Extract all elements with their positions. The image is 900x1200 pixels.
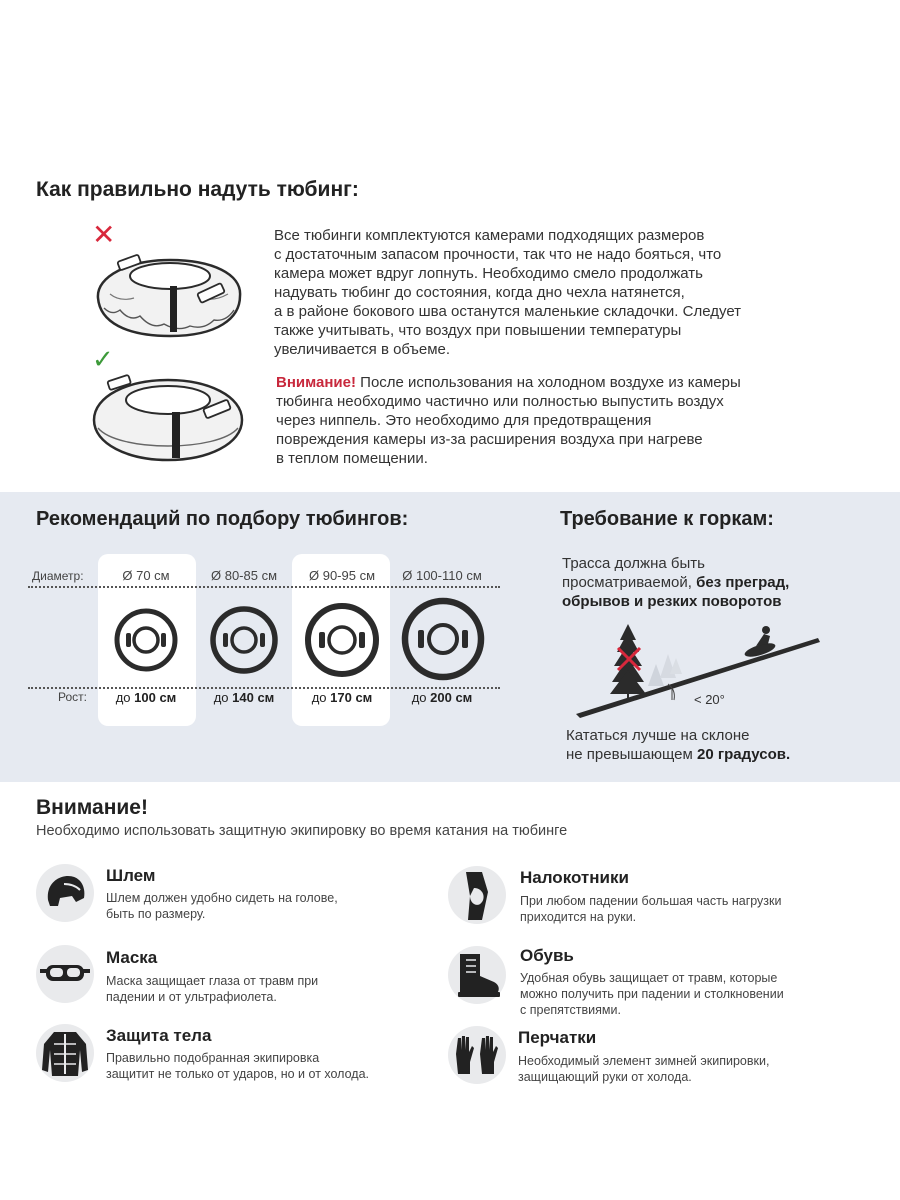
- equipment-line: падении и от ультрафиолета.: [106, 990, 277, 1004]
- warning-line: в теплом помещении.: [276, 450, 428, 467]
- height-value: [294, 690, 390, 705]
- tube-ring-70-icon: [106, 600, 186, 680]
- equipment-text: [106, 973, 318, 1005]
- equipment-line: можно получить при падении и столкновении: [520, 987, 784, 1001]
- recommend-title: Рекомендаций по подбору тюбингов:: [36, 508, 409, 530]
- slopes-bottom-line: Кататься лучше на склоне: [566, 727, 750, 744]
- equipment-text: [518, 1053, 769, 1085]
- height-value: [196, 690, 292, 705]
- inflated-tube-illustration: [88, 370, 248, 466]
- attention-title: Внимание!: [36, 796, 148, 819]
- height-prefix: до: [411, 690, 427, 705]
- size-label: Ø 90-95 см: [308, 568, 376, 583]
- equipment-line: Правильно подобранная экипировка: [106, 1051, 320, 1065]
- inflate-paragraph: [274, 226, 741, 359]
- equipment-line: быть по размеру.: [106, 907, 206, 921]
- slopes-bottom-note: [566, 726, 790, 764]
- inflate-paragraph-line: с достаточным запасом прочности, так что не надо бояться, что: [274, 246, 722, 263]
- goggles-icon: [36, 945, 94, 1003]
- underinflated-tube-illustration: [90, 246, 250, 346]
- height-number: 100 см: [134, 690, 177, 705]
- height-number: 170 см: [330, 690, 373, 705]
- slopes-line: просматриваемой,: [562, 574, 692, 591]
- height-prefix: до: [311, 690, 327, 705]
- slopes-title: Требование к горкам:: [560, 508, 774, 530]
- slopes-bottom-line: не превышающем: [566, 746, 693, 763]
- equipment-line: При любом падении большая часть нагрузки: [520, 894, 782, 908]
- diameter-label: Диаметр:: [32, 569, 84, 583]
- warning-line: тюбинга необходимо частично или полностью выпустить воздух: [276, 393, 724, 410]
- equipment-line: защитит не только от ударов, но и от холода.: [106, 1067, 370, 1081]
- inflate-paragraph-line: а в районе бокового шва останутся маленькие складочки. Следует: [274, 303, 742, 320]
- diameter-dotted-line: [28, 586, 500, 588]
- inflate-title: Как правильно надуть тюбинг:: [36, 178, 359, 201]
- height-prefix: до: [213, 690, 229, 705]
- equipment-line: приходится на руки.: [520, 910, 637, 924]
- height-prefix: до: [115, 690, 131, 705]
- size-label: Ø 80-85 см: [210, 568, 278, 583]
- elbow-pad-icon: [448, 866, 506, 924]
- slopes-line: Трасса должна быть: [562, 555, 705, 572]
- equipment-text: [106, 1050, 369, 1082]
- wrong-mark-icon: ✕: [92, 219, 116, 250]
- equipment-line: Маска защищает глаза от травм при: [106, 974, 319, 988]
- equipment-line: защищающий руки от холода.: [518, 1070, 692, 1084]
- slopes-line-bold: без преград,: [696, 574, 790, 591]
- slopes-requirements: [562, 554, 789, 611]
- inflate-paragraph-line: надувать тюбинг до состояния, когда дно чехла натянется,: [274, 284, 685, 301]
- gloves-icon: [448, 1026, 506, 1084]
- warning-label: Внимание!: [276, 374, 356, 391]
- equipment-line: Удобная обувь защищает от травм, которые: [520, 971, 778, 985]
- warning-line: через ниппель. Это необходимо для предотвращения: [276, 412, 652, 429]
- equipment-text: [520, 893, 782, 925]
- inflate-paragraph-line: увеличивается в объеме.: [274, 341, 451, 358]
- height-value: [394, 690, 490, 705]
- slope-angle-label: < 20°: [694, 692, 725, 707]
- height-label: Рост:: [58, 690, 87, 704]
- tube-ring-90-icon: [298, 596, 386, 684]
- right-mark-icon: ✓: [92, 344, 114, 374]
- inflate-paragraph-line: также учитывать, что воздух при повышении температуры: [274, 322, 682, 339]
- equipment-title: Защита тела: [106, 1026, 212, 1045]
- equipment-title: Обувь: [520, 946, 574, 965]
- helmet-icon: [36, 864, 94, 922]
- slopes-line-bold: обрывов и резких поворотов: [562, 593, 782, 610]
- slopes-bottom-line-bold: 20 градусов.: [696, 746, 791, 763]
- size-label: Ø 70 см: [122, 568, 170, 583]
- boot-icon: [448, 946, 506, 1004]
- inflate-paragraph-line: Все тюбинги комплектуются камерами подходящих размеров: [274, 227, 705, 244]
- body-armor-icon: [36, 1024, 94, 1082]
- tube-ring-100-icon: [396, 592, 490, 686]
- size-label: Ø 100-110 см: [402, 568, 482, 583]
- height-value: [98, 690, 194, 705]
- recommendation-band: [0, 492, 900, 782]
- warning-line: повреждения камеры из-за расширения воздуха при нагреве: [276, 431, 703, 448]
- equipment-title: Шлем: [106, 866, 156, 885]
- attention-subtitle: Необходимо использовать защитную экипировку во время катания на тюбинге: [36, 823, 568, 839]
- equipment-text: [106, 890, 338, 922]
- equipment-line: Шлем должен удобно сидеть на голове,: [106, 891, 338, 905]
- height-dotted-line: [28, 687, 500, 689]
- equipment-line: Необходимый элемент зимней экипировки,: [518, 1054, 770, 1068]
- inflate-warning: [276, 373, 741, 468]
- height-number: 140 см: [232, 690, 275, 705]
- equipment-title: Перчатки: [518, 1028, 597, 1047]
- equipment-line: с препятствиями.: [520, 1003, 621, 1017]
- tube-ring-80-icon: [202, 598, 286, 682]
- equipment-title: Налокотники: [520, 868, 629, 887]
- warning-line: После использования на холодном воздухе из камеры: [360, 374, 741, 391]
- height-number: 200 см: [430, 690, 473, 705]
- inflate-paragraph-line: камера может вдруг лопнуть. Необходимо смело продолжать: [274, 265, 703, 282]
- equipment-title: Маска: [106, 948, 158, 967]
- equipment-text: [520, 970, 784, 1018]
